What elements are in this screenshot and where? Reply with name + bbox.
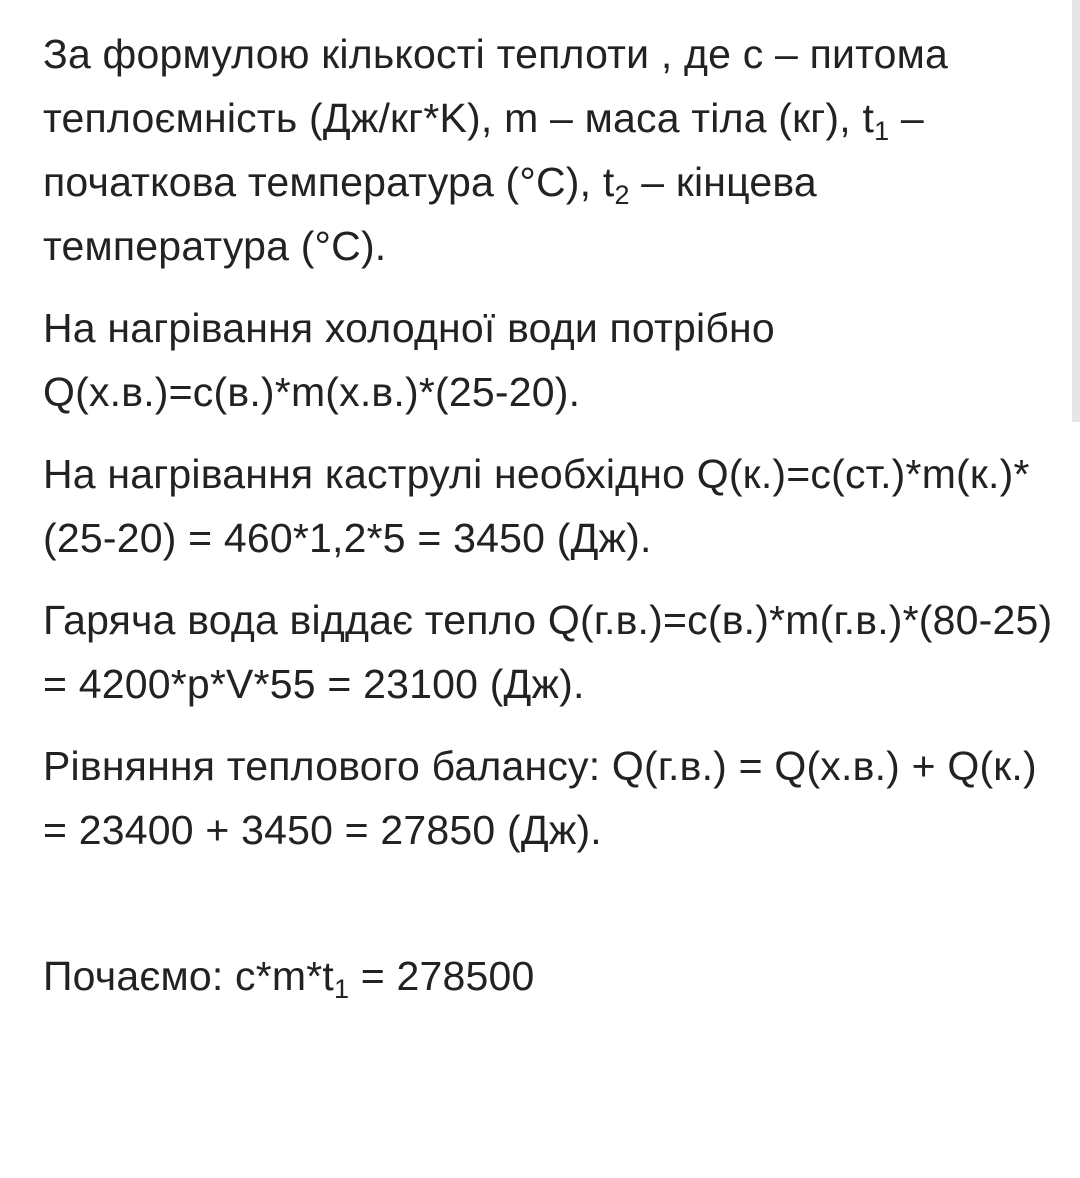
- text-segment: Почаємо: c*m*t: [43, 953, 334, 999]
- subscript: 2: [614, 180, 630, 210]
- paragraph-pot-heating: На нагрівання каструлі необхідно Q(к.)=c(ст.)*m(к.)*(25-20) = 460*1,2*5 = 3450 (Дж).: [43, 451, 1030, 561]
- scrollbar-thumb[interactable]: [1072, 0, 1080, 422]
- paragraph-heat-balance: Рівняння теплового балансу: Q(г.в.) = Q(х.в.) + Q(к.) = 23400 + 3450 = 27850 (Дж).: [43, 743, 1037, 853]
- paragraph-final: [43, 944, 1053, 1008]
- subscript: 1: [874, 116, 890, 146]
- text-segment: За формулою кількості теплоти , де c – питома теплоємність (Дж/кг*K), m – маса тіла (кг), t: [43, 31, 949, 141]
- paragraph-hot-water: Гаряча вода віддає тепло Q(г.в.)=с(в.)*m(г.в.)*(80-25) = 4200*p*V*55 = 23100 (Дж).: [43, 597, 1053, 707]
- scrollbar[interactable]: [1072, 0, 1080, 1178]
- paragraph-formula-definitions: [43, 22, 1053, 278]
- text-segment: – початкова температура (°С), t: [43, 95, 924, 205]
- answer-text: [43, 22, 1053, 1008]
- paragraph-cold-water: На нагрівання холодної води потрібно Q(х.в.)=с(в.)*m(х.в.)*(25-20).: [43, 305, 775, 415]
- text-segment: – кінцева температура (°С).: [43, 159, 817, 269]
- text-segment: = 278500: [349, 953, 535, 999]
- subscript: 1: [333, 974, 350, 1004]
